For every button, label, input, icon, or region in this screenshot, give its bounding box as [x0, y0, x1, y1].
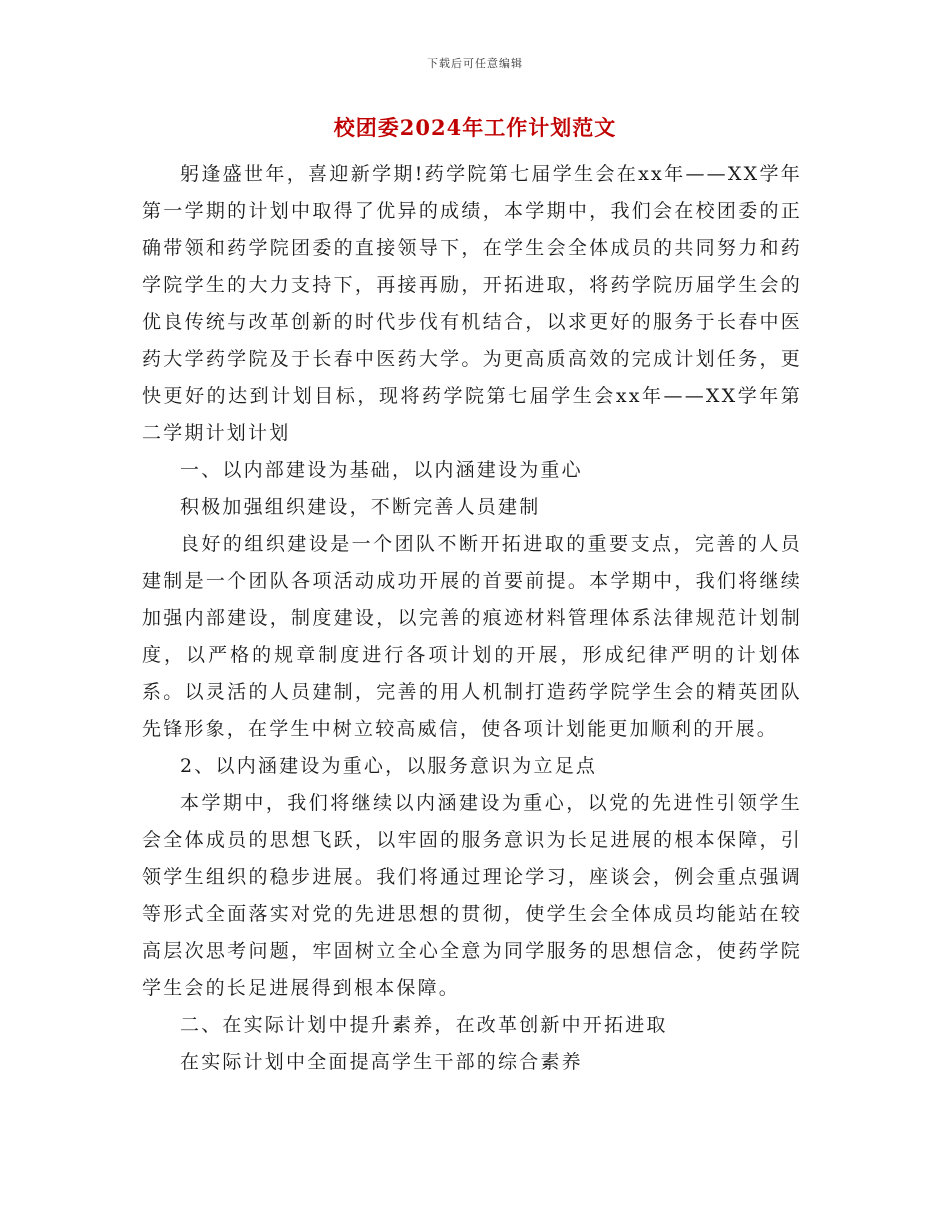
- subheading-organization: 积极加强组织建设，不断完善人员建制: [180, 496, 541, 518]
- document-title: 校团委2024年工作计划范文: [333, 115, 617, 140]
- subheading-practice: 在实际计划中全面提高学生干部的综合素养: [180, 1051, 583, 1073]
- section-heading-2: 二、在实际计划中提升素养，在改革创新中开拓进取: [180, 1014, 668, 1036]
- header-note: 下载后可任意编辑: [427, 57, 523, 70]
- paragraph-organization: 良好的组织建设是一个团队不断开拓进取的重要支点，完善的人员建制是一个团队各项活动成功开展的首要前提。本学期中，我们将继续加强内部建设，制度建设，以完善的痕迹材料管理体系法律规范计划制度，以严格的规章制度进行各项计划的开展，形成纪律严明的计划体系。以灵活的人员建制，完善的用人机制打造药学院学生会的精英团队先锋形象，在学生中树立较高威信，使各项计划能更加顺利的开展。: [142, 533, 802, 740]
- section-heading-1: 一、以内部建设为基础，以内涵建设为重心: [180, 459, 583, 481]
- subheading-connotation: 2、以内涵建设为重心，以服务意识为立足点: [180, 755, 598, 777]
- document-body: [142, 156, 802, 1081]
- paragraph-connotation: 本学期中，我们将继续以内涵建设为重心，以党的先进性引领学生会全体成员的思想飞跃，以牢固的服务意识为长足进展的根本保障，引领学生组织的稳步进展。我们将通过理论学习，座谈会，例会重点强调等形式全面落实对党的先进思想的贯彻，使学生会全体成员均能站在较高层次思考问题，牢固树立全心全意为同学服务的思想信念，使药学院学生会的长足进展得到根本保障。: [142, 792, 802, 999]
- paragraph-intro: 躬逢盛世年，喜迎新学期!药学院第七届学生会在xx年——XX学年第一学期的计划中取得了优异的成绩，本学期中，我们会在校团委的正确带领和药学院团委的直接领导下，在学生会全体成员的共同努力和药学院学生的大力支持下，再接再励，开拓进取，将药学院历届学生会的优良传统与改革创新的时代步伐有机结合，以求更好的服务于长春中医药大学药学院及于长春中医药大学。为更高质高效的完成计划任务，更快更好的达到计划目标，现将药学院第七届学生会xx年——XX学年第二学期计划计划: [142, 163, 802, 444]
